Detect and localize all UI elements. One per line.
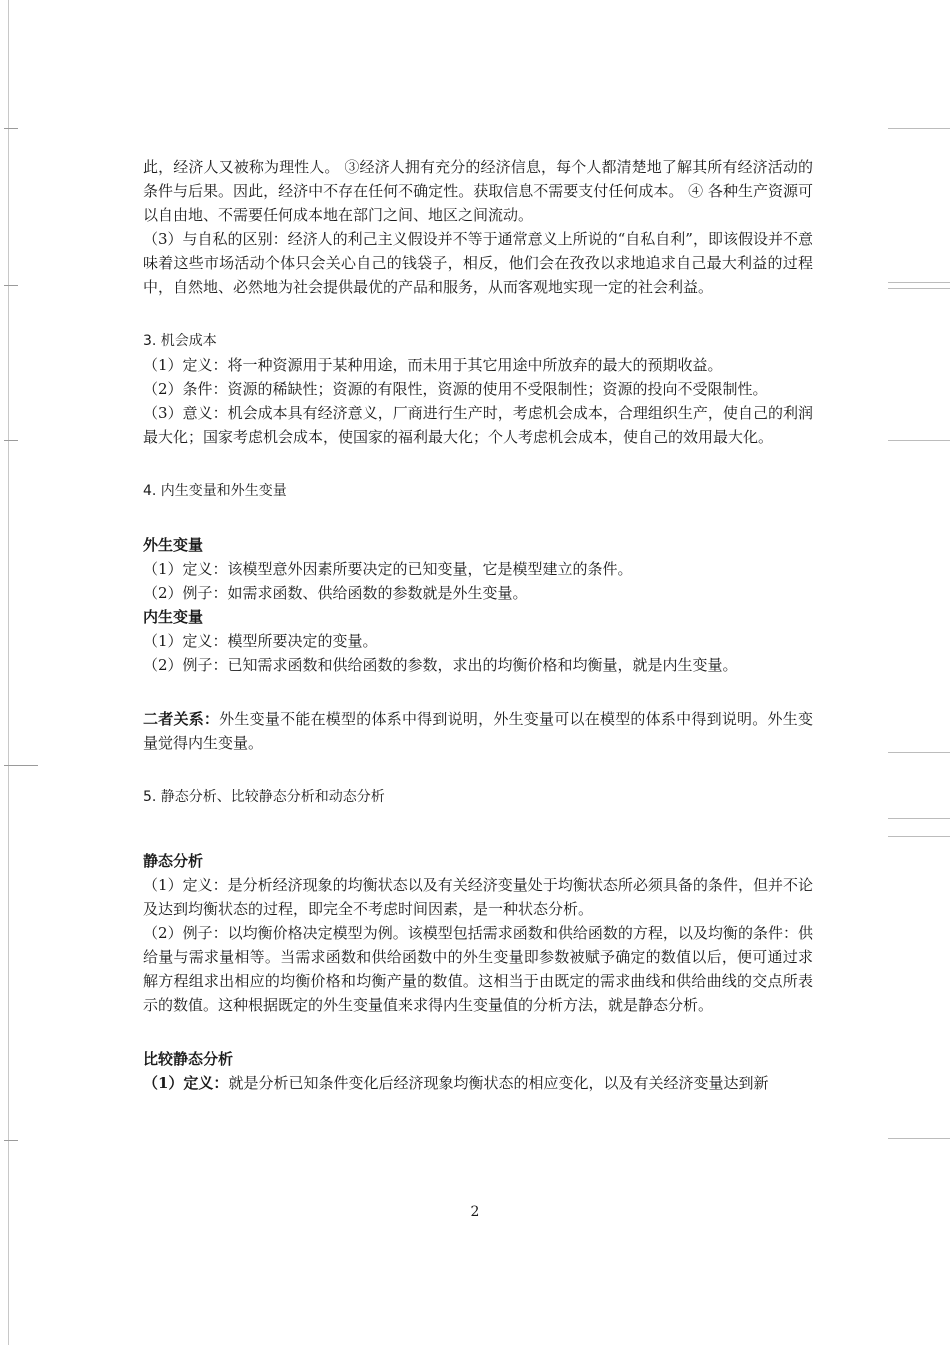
- comparative-definition-text: 就是分析已知条件变化后经济现象均衡状态的相应变化，以及有关经济变量达到新: [228, 1074, 769, 1092]
- endogenous-heading: 内生变量: [143, 608, 204, 626]
- static-analysis-example: （2）例子：以均衡价格决定模型为例。该模型包括需求函数和供给函数的方程，以及均衡的条件：供给量与需求量相等。当需求函数和供给函数中的外生变量即参数被赋予确定的数值以后，便可通过求解方程组求出相应的均衡价格和均衡产量的数值。这相当于由既定的需求曲线和供给曲线的交点所表示的数值。这种根据既定的外生变量值来求得内生变量值的分析方法，就是静态分析。: [143, 924, 813, 1014]
- scan-margin-right-line: [888, 282, 950, 283]
- spacer: [143, 1017, 813, 1047]
- scan-margin-left: [8, 0, 19, 1345]
- intro-paragraph: 此，经济人又被称为理性人。 ③经济人拥有充分的经济信息，每个人都清楚地了解其所有经济活动的条件与后果。因此，经济中不存在任何不确定性。获取信息不需要支付任何成本。 ④ 各种生产资源可以自由地、不需要任何成本地在部门之间、地区之间流动。: [143, 158, 813, 224]
- exogenous-definition: （1）定义：该模型意外因素所要决定的已知变量，它是模型建立的条件。: [143, 560, 633, 578]
- scan-margin-right-line: [888, 818, 950, 819]
- relation-paragraph: [143, 707, 813, 755]
- page-number: 2: [470, 1204, 480, 1220]
- spacer: [143, 755, 813, 785]
- endogenous-example: （2）例子：已知需求函数和供给函数的参数，求出的均衡价格和均衡量，就是内生变量。: [143, 656, 738, 674]
- relation-text: 外生变量不能在模型的体系中得到说明，外生变量可以在模型的体系中得到说明。外生变量觉得内生变量。: [143, 710, 813, 752]
- exogenous-heading: 外生变量: [143, 536, 204, 554]
- section-3-title: 3. 机会成本: [143, 333, 217, 349]
- static-analysis-definition: （1）定义：是分析经济现象的均衡状态以及有关经济变量处于均衡状态所必须具备的条件，但并不论及达到均衡状态的过程，即完全不考虑时间因素，是一种状态分析。: [143, 876, 813, 918]
- scan-tick-mark: [4, 440, 18, 441]
- opportunity-cost-definition: （1）定义：将一种资源用于某种用途，而未用于其它用途中所放弃的最大的预期收益。: [143, 356, 723, 374]
- section-4-title: 4. 内生变量和外生变量: [143, 483, 287, 499]
- scan-margin-right-line: [888, 752, 950, 753]
- scan-tick-mark: [4, 1140, 18, 1141]
- scan-margin-right-line: [888, 1138, 950, 1139]
- comparative-definition-label: （1）定义：: [143, 1074, 229, 1092]
- scan-tick-mark: [4, 765, 38, 766]
- spacer: [143, 809, 813, 849]
- scan-tick-mark: [4, 128, 18, 129]
- opportunity-cost-conditions: （2）条件：资源的稀缺性；资源的有限性，资源的使用不受限制性；资源的投向不受限制性。: [143, 380, 768, 398]
- comparative-static-heading: 比较静态分析: [143, 1050, 234, 1068]
- scan-margin-right-line: [888, 288, 950, 289]
- section-5-title: 5. 静态分析、比较静态分析和动态分析: [143, 789, 385, 805]
- static-analysis-heading: 静态分析: [143, 852, 204, 870]
- selfish-difference-paragraph: （3）与自私的区别：经济人的利己主义假设并不等于通常意义上所说的“自私自利”，即该假设并不意味着这些市场活动个体只会关心自己的钱袋子，相反，他们会在孜孜以求地追求自己最大利益的过程中，自然地、必然地为社会提供最优的产品和服务，从而客观地实现一定的社会利益。: [143, 230, 813, 296]
- scan-margin-right-line: [888, 440, 950, 441]
- scan-margin-right-line: [888, 128, 950, 129]
- relation-label: 二者关系：: [143, 710, 220, 728]
- document-body: [143, 155, 813, 1095]
- spacer: [143, 299, 813, 329]
- comparative-static-definition: [143, 1071, 813, 1095]
- opportunity-cost-meaning: （3）意义：机会成本具有经济意义，厂商进行生产时，考虑机会成本，合理组织生产，使自己的利润最大化；国家考虑机会成本，使国家的福利最大化；个人考虑机会成本，使自己的效用最大化。: [143, 404, 813, 446]
- exogenous-example: （2）例子：如需求函数、供给函数的参数就是外生变量。: [143, 584, 528, 602]
- endogenous-definition: （1）定义：模型所要决定的变量。: [143, 632, 378, 650]
- spacer: [143, 503, 813, 533]
- spacer: [143, 677, 813, 707]
- scan-margin-right-line: [888, 836, 950, 837]
- spacer: [143, 449, 813, 479]
- scan-tick-mark: [4, 285, 18, 286]
